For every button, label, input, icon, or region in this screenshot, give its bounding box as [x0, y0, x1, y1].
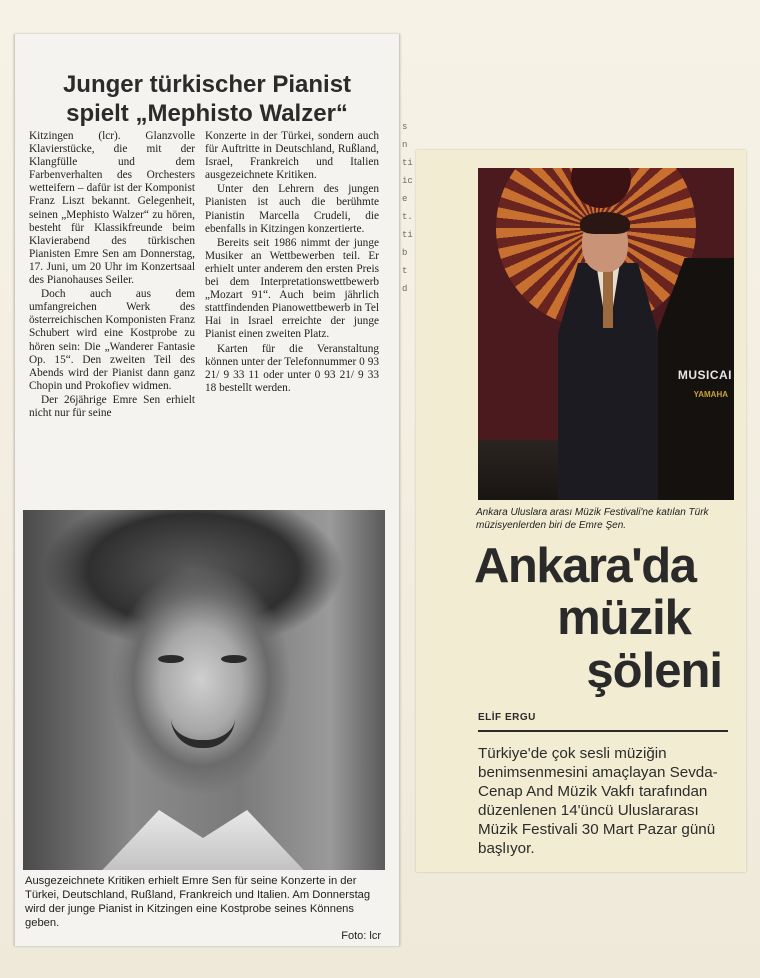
photo-detail	[221, 655, 247, 663]
german-paragraph: Der 26jährige Emre Sen erhielt nicht nur für seine	[29, 393, 195, 419]
headline-line: şöleni	[586, 644, 722, 698]
german-paragraph: Konzerte in der Türkei, sondern auch für Auftritte in Deutschland, Rußland, Israel, Frankreich und Italien ausgezeichnete Kritiken.	[205, 130, 379, 182]
turkish-headline	[474, 540, 744, 698]
german-photo-caption: Ausgezeichnete Kritiken erhielt Emre Sen für seine Konzerte in der Türkei, Deutschland, Rußland, Frankreich und Italien. Am Donnerstag wird der junge Pianist in Kitzingen eine Kostprobe seines Könnens geben.	[25, 875, 371, 929]
pianist-stage-photo	[478, 168, 734, 500]
photo-detail	[93, 810, 313, 870]
german-paragraph: Karten für die Veranstaltung können unter der Telefonnummer 0 93 21/ 9 33 11 oder unter 0 93 21/ 9 33 18 bestellt werden.	[205, 342, 379, 394]
german-paragraph: Kitzingen (lcr). Glanzvolle Klavierstücke, die mit der Klangfülle und dem Farbenverhalten des Orchesters wetteifern – dafür ist der Komponist Franz Liszt bekannt. Gelegenheit, seinen „Mephisto Walzer“ zu hören, besteht für Klassikfreunde beim Klavierabend des türkischen Pianisten Emre Sen am Donnerstag, 17. Juni, um 20 Uhr im Konzertsaal des Pianohauses Seiler.	[29, 130, 195, 287]
german-headline: Junger türkischer Pianist spielt „Mephisto Walzer“	[62, 71, 352, 127]
headline-line: Ankara'da	[474, 539, 696, 593]
turkish-lead-paragraph: Türkiye'de çok sesli müziğin benimsenmesini amaçlayan Sevda-Cenap And Müzik Vakfı tarafından düzenlenen 14'üncü Uluslararası Müzik Festivali 30 Mart Pazar günü başlıyor.	[478, 745, 718, 857]
photo-detail	[603, 268, 613, 328]
photo-detail	[171, 718, 235, 748]
photo-detail	[580, 212, 630, 234]
edge-text-fragments: s n ti ic e t. ti b t d	[402, 122, 413, 294]
photo-detail	[158, 655, 184, 663]
turkish-photo-caption: Ankara Uluslara arası Müzik Festivali'ne katılan Türk müzisyenlerden biri de Emre Şen.	[476, 507, 709, 531]
headline-line: müzik	[557, 591, 691, 645]
german-article-column-1	[29, 130, 195, 421]
german-article-column-2	[205, 130, 379, 396]
turkish-newspaper-clipping	[416, 150, 746, 872]
german-paragraph: Doch auch aus dem umfangreichen Werk des österreichischen Komponisten Franz Schubert wird eine Kostprobe zu hören sein: Die „Wanderer Fantasie Op. 15“. Den zweiten Teil des Abends wird der Pianist dann ganz Chopin und Prokofiev widmen.	[29, 288, 195, 392]
piano-sign-text: MUSICAI	[677, 368, 732, 382]
photo-detail	[571, 168, 631, 208]
turkish-byline: ELİF ERGU	[478, 712, 536, 723]
german-paragraph: Bereits seit 1986 nimmt der junge Musiker an Wettbewerben teil. Er erhielt unter anderem den ersten Preis bei dem Interpretationswettbewerb „Mozart 91“. Auch beim jährlich stattfindenden Pianowettbewerb in Tel Hai in Israel erreichte der junge Pianist einen zweiten Platz.	[205, 236, 379, 341]
piano-brand-text: YAMAHA	[693, 390, 728, 399]
german-photo-credit: Foto: lcr	[341, 930, 381, 942]
german-newspaper-clipping	[14, 34, 400, 946]
byline-divider	[478, 730, 728, 732]
german-paragraph: Unter den Lehrern des jungen Pianisten ist auch die berühmte Pianistin Marcella Crudeli, die ebenfalls in Kitzingen konzertierte.	[205, 183, 379, 235]
pianist-portrait-photo	[23, 510, 385, 870]
